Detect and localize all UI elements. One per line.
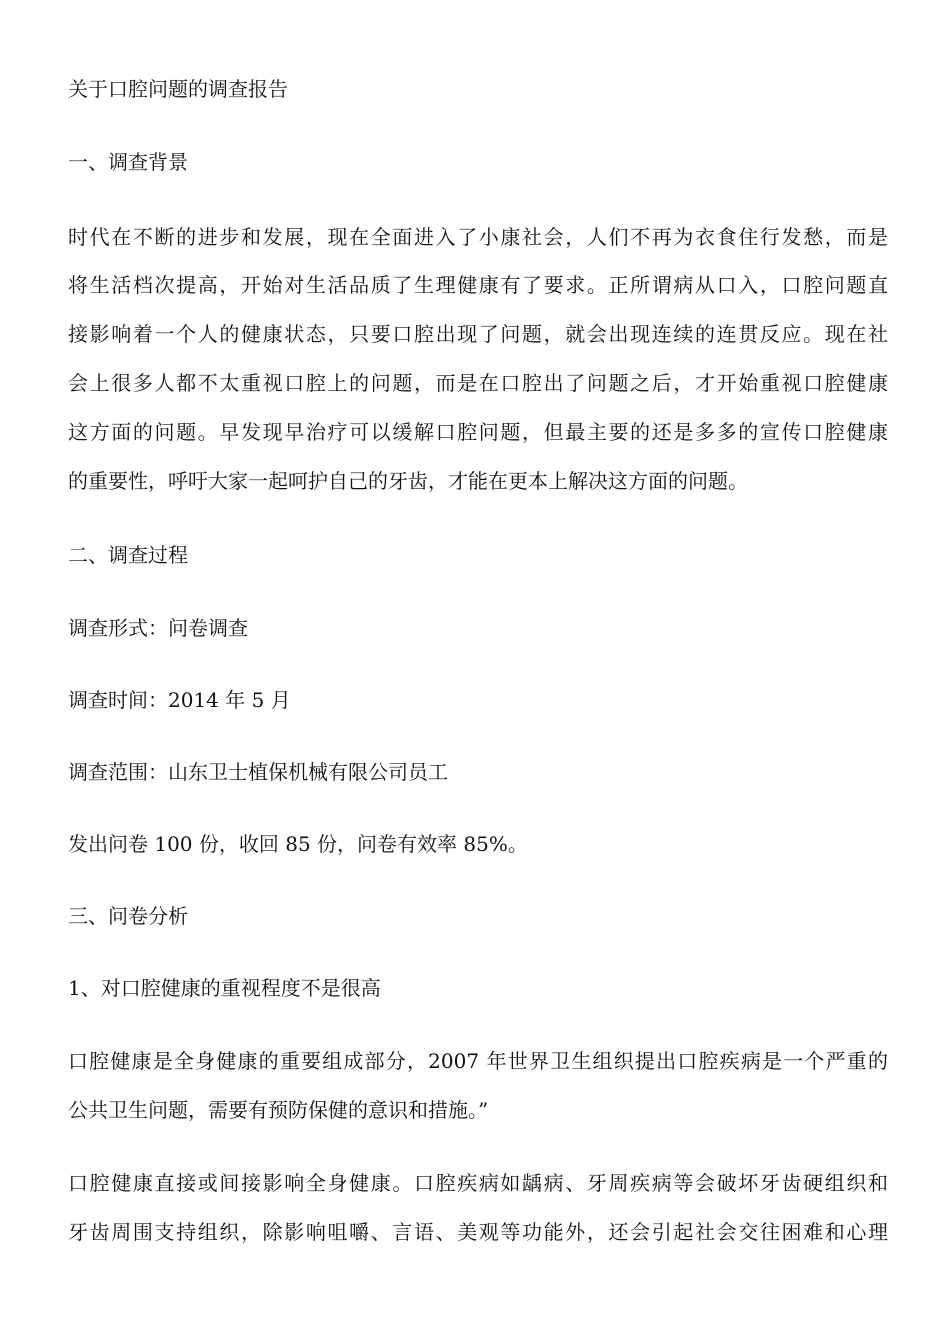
document-title: 关于口腔问题的调查报告	[68, 77, 288, 101]
section-heading-analysis: 三、问卷分析	[68, 904, 188, 928]
survey-time: 调查时间：2014 年 5 月	[68, 688, 291, 712]
paragraph-line: 公共卫生问题，需要有预防保健的意识和措施。”	[68, 1098, 489, 1122]
subsection-heading: 1、对口腔健康的重视程度不是很高	[68, 976, 381, 1000]
paragraph-line: 这方面的问题。早发现早治疗可以缓解口腔问题，但最主要的还是多多的宣传口腔健康	[68, 420, 888, 444]
survey-stats: 发出问卷 100 份，收回 85 份，问卷有效率 85%。	[68, 832, 528, 856]
paragraph-line: 接影响着一个人的健康状态，只要口腔出现了问题，就会出现连续的连贯反应。现在社	[68, 322, 888, 346]
paragraph-line: 将生活档次提高，开始对生活品质了生理健康有了要求。正所谓病从口入，口腔问题直	[68, 273, 888, 297]
section-heading-background: 一、调查背景	[68, 150, 188, 174]
paragraph-line: 时代在不断的进步和发展，现在全面进入了小康社会，人们不再为衣食住行发愁，而是	[68, 225, 888, 249]
paragraph-line: 口腔健康是全身健康的重要组成部分，2007 年世界卫生组织提出口腔疾病是一个严重的	[68, 1049, 888, 1073]
paragraph-line: 牙齿周围支持组织，除影响咀嚼、言语、美观等功能外，还会引起社会交往困难和心理	[68, 1220, 888, 1244]
paragraph-line: 口腔健康直接或间接影响全身健康。口腔疾病如龋病、牙周疾病等会破坏牙齿硬组织和	[68, 1171, 888, 1195]
paragraph-line: 的重要性，呼吁大家一起呵护自己的牙齿，才能在更本上解决这方面的问题。	[68, 469, 748, 493]
survey-form: 调查形式：问卷调查	[68, 616, 248, 640]
paragraph-line: 会上很多人都不太重视口腔上的问题，而是在口腔出了问题之后，才开始重视口腔健康	[68, 371, 888, 395]
section-heading-process: 二、调查过程	[68, 543, 188, 567]
survey-scope: 调查范围：山东卫士植保机械有限公司员工	[68, 760, 448, 784]
